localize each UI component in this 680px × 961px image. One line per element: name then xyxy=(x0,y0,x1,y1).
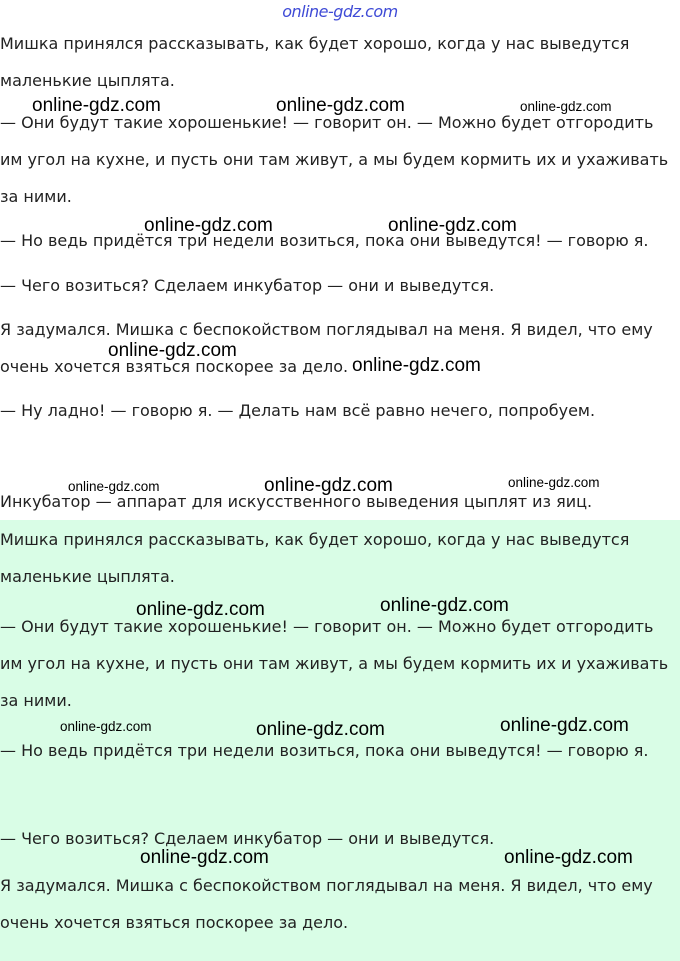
watermark: online-gdz.com xyxy=(68,479,160,494)
paragraph-2: — Они будут такие хорошенькие! — говорит он. — Можно будет отгородить им угол на кухне, и пусть они там живут, а мы будем кормить их и ухаживать за ними. xyxy=(0,113,669,206)
watermark: online-gdz.com xyxy=(32,95,161,116)
watermark: online-gdz.com xyxy=(264,475,393,496)
watermark: online-gdz.com xyxy=(352,355,481,376)
header-watermark: online-gdz.com xyxy=(282,2,398,21)
watermark: online-gdz.com xyxy=(520,99,612,114)
paragraph-5: Я задумался. Мишка с беспокойством поглядывал на меня. Я видел, что ему очень хочется взяться поскорее за дело. xyxy=(0,320,653,376)
answer-paragraph-4: — Чего возиться? Сделаем инкубатор — они и выведутся. xyxy=(0,829,495,848)
watermark: online-gdz.com xyxy=(136,599,265,620)
paragraph-4: — Чего возиться? Сделаем инкубатор — они и выведутся. xyxy=(0,276,495,295)
watermark: online-gdz.com xyxy=(144,215,273,236)
watermark: online-gdz.com xyxy=(388,215,517,236)
watermark: online-gdz.com xyxy=(108,340,237,361)
watermark: online-gdz.com xyxy=(500,715,629,736)
watermark: online-gdz.com xyxy=(508,475,600,490)
answer-paragraph-1: Мишка принялся рассказывать, как будет хорошо, когда у нас выведутся маленькие цыплята. xyxy=(0,530,630,586)
footnote: Инкубатор — аппарат для искусственного выведения цыплят из яиц. xyxy=(0,492,593,511)
answer-paragraph-2: — Они будут такие хорошенькие! — говорит он. — Можно будет отгородить им угол на кухне, и пусть они там живут, а мы будем кормить их и ухаживать за ними. xyxy=(0,617,669,710)
watermark: online-gdz.com xyxy=(276,95,405,116)
paragraph-6: — Ну ладно! — говорю я. — Делать нам всё равно нечего, попробуем. xyxy=(0,401,596,420)
answer-paragraph-3: — Но ведь придётся три недели возиться, пока они выведутся! — говорю я. xyxy=(0,741,649,760)
watermark: online-gdz.com xyxy=(256,719,385,740)
watermark: online-gdz.com xyxy=(380,595,509,616)
watermark: online-gdz.com xyxy=(140,847,269,868)
paragraph-1: Мишка принялся рассказывать, как будет хорошо, когда у нас выведутся маленькие цыплята. xyxy=(0,34,630,90)
paragraph-3: — Но ведь придётся три недели возиться, пока они выведутся! — говорю я. xyxy=(0,231,649,250)
watermark: online-gdz.com xyxy=(60,719,152,734)
watermark: online-gdz.com xyxy=(504,847,633,868)
answer-paragraph-5: Я задумался. Мишка с беспокойством поглядывал на меня. Я видел, что ему очень хочется взяться поскорее за дело. xyxy=(0,876,653,932)
